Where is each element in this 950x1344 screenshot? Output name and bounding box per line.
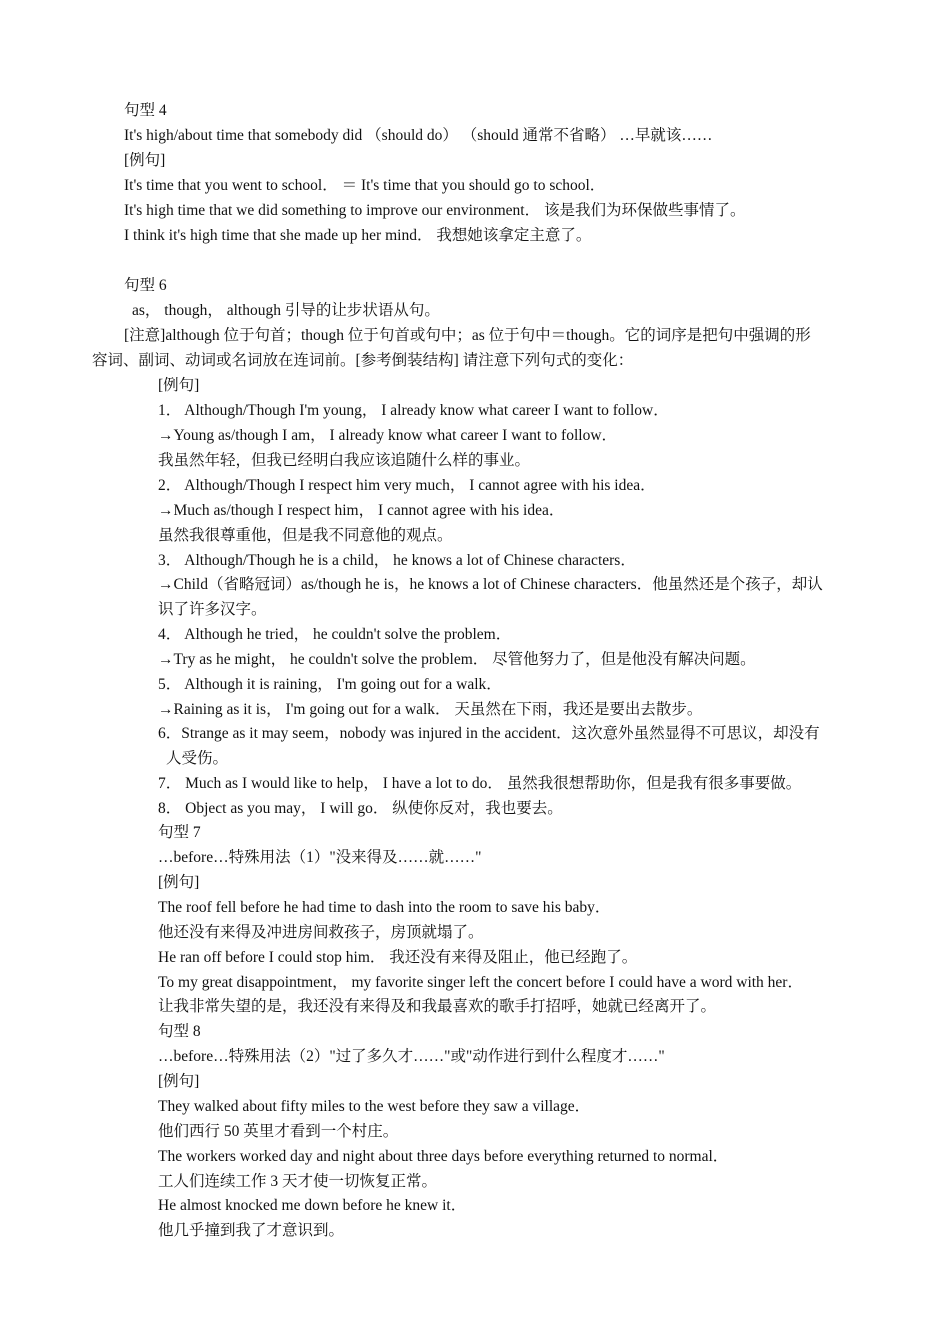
section-7-line: To my great disappointment， my favorite singer left the concert before I could have a word with her． bbox=[158, 974, 803, 991]
section-7-line: He ran off before I could stop him． 我还没有来得及阻止，他已经跑了。 bbox=[158, 949, 638, 966]
section-6-item: →Child（省略冠词）as/though he is，he knows a lot of Chinese characters．他虽然还是个孩子，却认 bbox=[158, 576, 823, 593]
section-6-item: 8． Object as you may， I will go． 纵使你反对，我也要去。 bbox=[158, 800, 563, 817]
section-6-item: →Much as/though I respect him， I cannot agree with his idea． bbox=[158, 502, 565, 519]
section-8-line: 工人们连续工作 3 天才使一切恢复正常。 bbox=[158, 1173, 438, 1190]
section-6-item: 3． Although/Though he is a child， he knows a lot of Chinese characters． bbox=[158, 552, 636, 569]
section-8-line: He almost knocked me down before he knew it． bbox=[158, 1197, 467, 1214]
section-8-heading: 句型 8 bbox=[158, 1023, 201, 1040]
section-6-item: 1． Although/Though I'm young， I already know what career I want to follow． bbox=[158, 402, 669, 419]
section-6-item: 5． Although it is raining， I'm going out for a walk． bbox=[158, 676, 502, 693]
section-6-note: [注意]although 位于句首；though 位于句首或句中；as 位于句中＝though。它的词序是把句中强调的形 bbox=[124, 327, 811, 344]
section-7-heading: 句型 7 bbox=[158, 824, 201, 841]
section-8-pattern: …before…特殊用法（2）"过了多久才……"或"动作进行到什么程度才……" bbox=[158, 1048, 665, 1065]
section-8-line: The workers worked day and night about three days before everything returned to normal． bbox=[158, 1148, 729, 1165]
section-4-example-label: [例句] bbox=[124, 152, 166, 169]
section-7-example-label: [例句] bbox=[158, 874, 200, 891]
section-7-line: 让我非常失望的是，我还没有来得及和我最喜欢的歌手打招呼，她就已经离开了。 bbox=[158, 998, 717, 1015]
section-6-item: →Young as/though I am， I already know what career I want to follow． bbox=[158, 427, 618, 444]
section-6-example-label: [例句] bbox=[158, 377, 200, 394]
section-7-line: 他还没有来得及冲进房间救孩子，房顶就塌了。 bbox=[158, 924, 484, 941]
section-7-pattern: …before…特殊用法（1）"没来得及……就……" bbox=[158, 849, 482, 866]
section-8-line: 他几乎撞到我了才意识到。 bbox=[158, 1222, 345, 1239]
section-6-intro: as， though， although 引导的让步状语从句。 bbox=[132, 302, 440, 319]
section-8-line: They walked about fifty miles to the west before they saw a village． bbox=[158, 1098, 591, 1115]
section-6-item: 人受伤。 bbox=[166, 750, 229, 767]
section-6-item: 虽然我很尊重他，但是我不同意他的观点。 bbox=[158, 527, 453, 544]
section-7-line: The roof fell before he had time to dash into the room to save his baby． bbox=[158, 899, 611, 916]
section-4-example: It's high time that we did something to improve our environment． 该是我们为环保做些事情了。 bbox=[124, 202, 746, 219]
section-6-item: 6．Strange as it may seem，nobody was injured in the accident．这次意外虽然显得不可思议，却没有 bbox=[158, 725, 820, 742]
section-6-item: 7． Much as I would like to help， I have a lot to do． 虽然我很想帮助你，但是我有很多事要做。 bbox=[158, 775, 802, 792]
section-6-item: 识了许多汉字。 bbox=[158, 601, 267, 618]
section-6-item: →Raining as it is， I'm going out for a walk． 天虽然在下雨，我还是要出去散步。 bbox=[158, 701, 703, 718]
section-4-heading: 句型 4 bbox=[124, 102, 167, 119]
section-6-item: 4． Although he tried， he couldn't solve the problem． bbox=[158, 626, 512, 643]
section-6-heading: 句型 6 bbox=[124, 277, 167, 294]
section-6-item: 2． Although/Though I respect him very much， I cannot agree with his idea． bbox=[158, 477, 656, 494]
section-4-pattern: It's high/about time that somebody did （should do） （should 通常不省略） …早就该…… bbox=[124, 127, 713, 144]
section-6-note: 容词、副词、动词或名词放在连词前。[参考倒装结构] 请注意下列句式的变化： bbox=[92, 352, 634, 369]
section-6-item: 我虽然年轻，但我已经明白我应该追随什么样的事业。 bbox=[158, 452, 531, 469]
section-4-example: It's time that you went to school． ＝ It's time that you should go to school． bbox=[124, 177, 606, 194]
section-6-item: →Try as he might， he couldn't solve the problem． 尽管他努力了，但是他没有解决问题。 bbox=[158, 651, 756, 668]
section-8-line: 他们西行 50 英里才看到一个村庄。 bbox=[158, 1123, 399, 1140]
section-8-example-label: [例句] bbox=[158, 1073, 200, 1090]
section-4-example: I think it's high time that she made up her mind． 我想她该拿定主意了。 bbox=[124, 227, 592, 244]
